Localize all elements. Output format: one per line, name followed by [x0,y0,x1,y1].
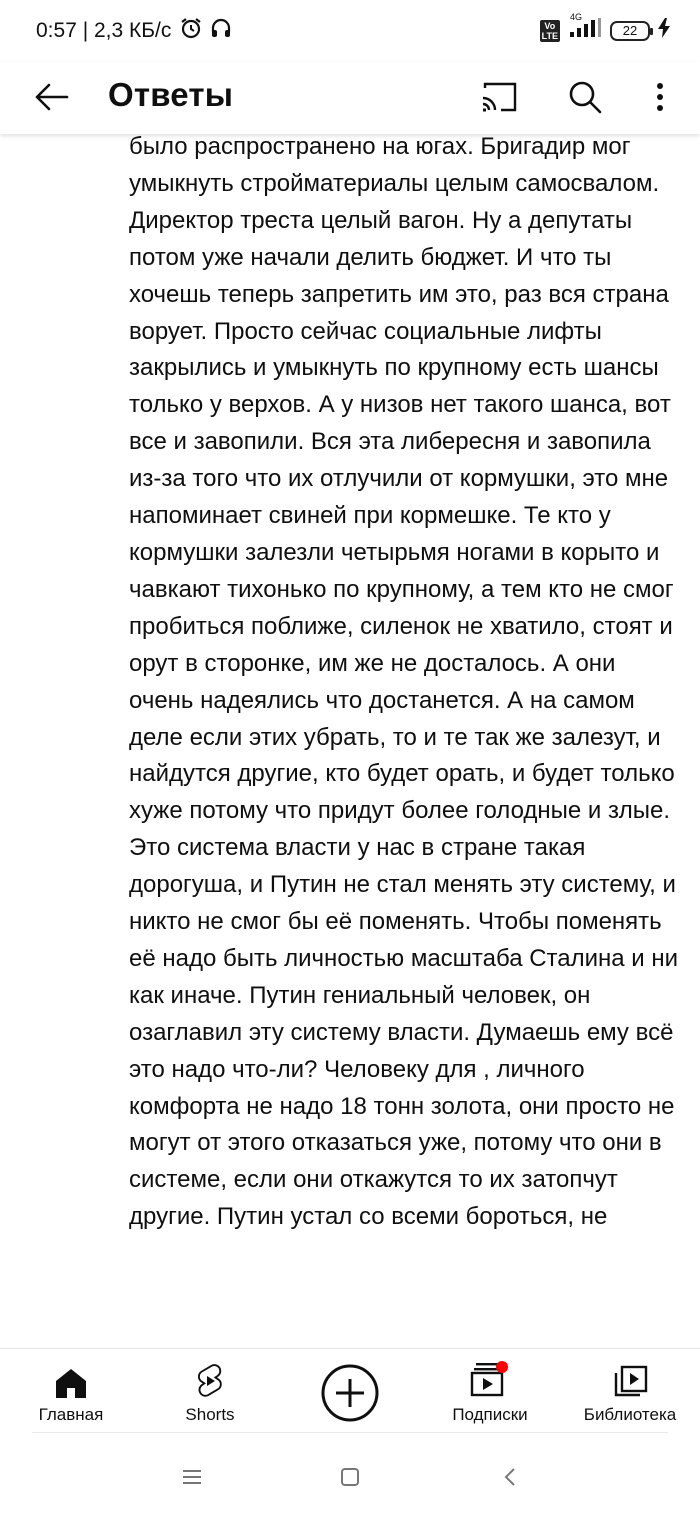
nav-subscriptions-label: Подписки [452,1405,528,1424]
menu-icon [181,1469,203,1485]
network-type: 4G [570,12,583,22]
status-left [36,16,233,46]
comment-text: было распространено на югах. Бригадир мог умыкнуть стройматериалы целым самосвалом. Директор треста целый вагон. Ну а депутаты потом уже начали делить бюджет. И что ты хочешь теперь запретить им это, раз вся страна ворует. Просто сейчас социальные лифты закрылись и умыкнуть по крупному есть шансы только у верхов. А у низов нет такого шанса, вот все и завопили. Вся эта либересня и завопила из-за того что их отлучили от кормушки, это мне напоминает свиней при кормешке. Те кто у кормушки залезли четырьмя ногами в корыто и чавкают тихонько по крупному, а тем кто не смог пробиться поближе, силенок не хватило, стоят и орут в сторонке, им же не досталось. А они очень надеялись что достанется. А на самом деле если этих убрать, то и те так же залезут, и найдутся другие, кто будет орать, и будет только хуже потому что придут более голодные и злые. Это система власти у нас в стране такая дорогуша, и Путин не стал менять эту систему, и никто не смог бы её поменять. Чтобы поменять её надо быть личностью масштаба Сталина и ни как иначе. Путин гениальный человек, он озаглавил эту систему власти. Думаешь ему всё это надо что-ли? Человеку для , личного комфорта не надо 18 тонн золота, они просто не могут от этого отказаться уже, потому что они в системе, если они откажутся то их затопчут другие. Путин устал со всеми бороться, не [129,134,679,1231]
status-right [540,12,670,44]
create-plus-icon [320,1363,380,1423]
nav-shorts[interactable] [170,1349,250,1435]
charging-icon [658,18,670,43]
cast-icon [479,80,519,114]
notification-dot [496,1361,508,1373]
create-button[interactable] [320,1363,380,1423]
search-icon [567,79,603,115]
app-bar [0,62,700,134]
bottom-navigation [0,1348,700,1435]
status-bar [0,0,700,62]
library-icon [612,1365,648,1399]
alarm-icon [179,16,203,46]
page-title: Ответы [108,76,234,113]
cast-button[interactable] [476,74,522,120]
chevron-left-icon [503,1467,517,1487]
home-system-button[interactable] [330,1462,370,1492]
nav-divider [32,1432,668,1433]
nav-home[interactable] [30,1349,112,1435]
headphones-icon [209,16,233,46]
arrow-left-icon [33,82,69,112]
subscriptions-icon [470,1361,510,1399]
replies-content[interactable] [0,134,700,1348]
back-button[interactable] [28,74,74,120]
status-time-speed: 0:57 | 2,3 КБ/с [36,19,172,42]
nav-library[interactable] [578,1349,682,1435]
more-vert-icon [656,82,664,112]
nav-shorts-label: Shorts [185,1405,235,1424]
search-button[interactable] [562,74,608,120]
square-icon [340,1467,360,1487]
back-system-button[interactable] [490,1462,530,1492]
system-navigation [0,1434,700,1517]
battery-icon [610,21,650,41]
more-options-button[interactable] [640,74,680,120]
battery-level: 22 [622,22,638,38]
volte-icon: Vo LTE [541,20,558,41]
nav-home-label: Главная [38,1405,104,1424]
recents-button[interactable] [172,1462,212,1492]
nav-library-label: Библиотека [583,1405,677,1424]
nav-subscriptions[interactable] [444,1349,536,1435]
shorts-icon [195,1363,225,1399]
signal-icon [568,12,602,44]
home-icon [54,1367,88,1399]
